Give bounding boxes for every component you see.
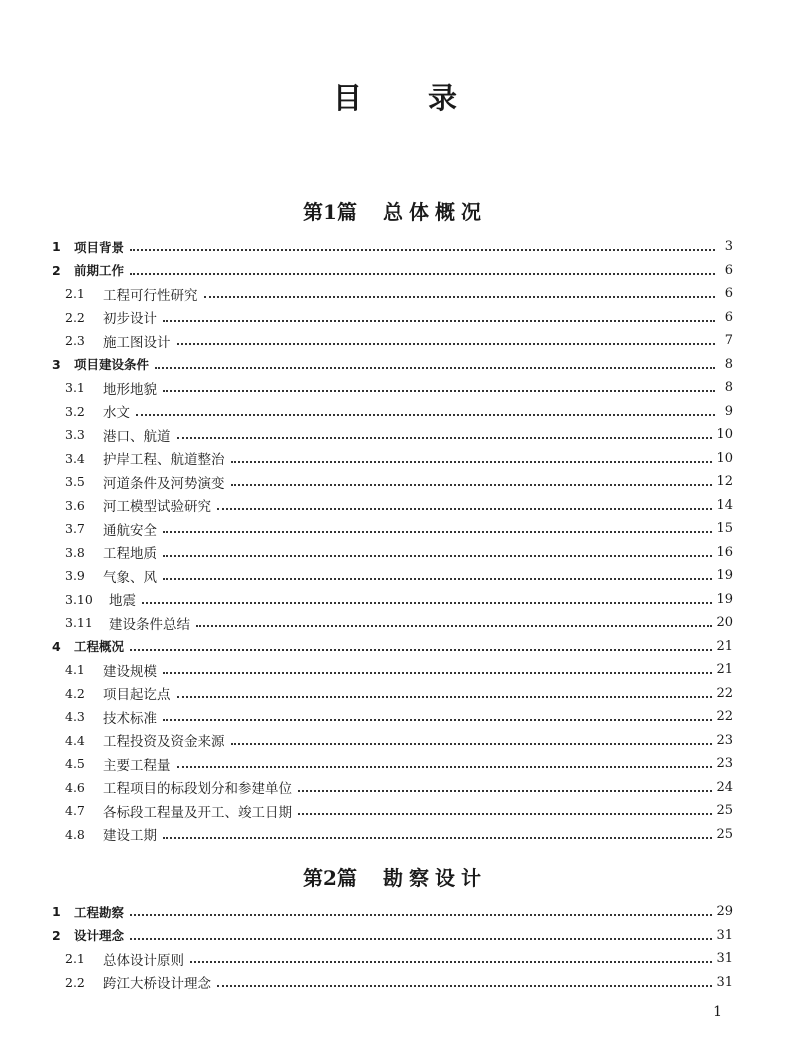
toc-entry[interactable] [52, 259, 733, 283]
toc-entry[interactable] [52, 447, 733, 471]
toc-entry-title: 项目背景 [74, 239, 125, 255]
toc-entry-number: 2 [52, 262, 61, 278]
toc-leader-dots [130, 259, 715, 275]
toc-entry-number: 3 [52, 356, 61, 372]
toc-entry-number: 1 [52, 904, 61, 920]
toc-leader-dots [196, 611, 712, 627]
toc-entry-title: 前期工作 [74, 263, 125, 279]
toc-entry-page: 3 [724, 239, 733, 255]
toc-entry-title: 项目起讫点 [103, 687, 171, 704]
toc-leader-dots [163, 564, 712, 580]
toc-entry-page: 31 [716, 951, 733, 967]
toc-leader-dots [163, 306, 715, 322]
toc-leader-dots [130, 635, 712, 651]
toc-entry[interactable] [52, 329, 733, 353]
toc-entry-page: 22 [716, 685, 733, 701]
toc-leader-dots [163, 541, 712, 557]
toc-leader-dots [217, 494, 712, 510]
toc-entry-title: 地形地貌 [103, 381, 157, 398]
toc-entry-title: 工程地质 [103, 546, 157, 563]
toc-entry[interactable] [52, 376, 733, 400]
toc-entry-number: 3.2 [65, 403, 85, 419]
toc-entry[interactable] [52, 588, 733, 612]
toc-entry-number: 3.10 [65, 591, 93, 607]
toc-entry-number: 4.4 [65, 732, 85, 748]
toc-leader-dots [190, 947, 712, 963]
toc-entry[interactable] [52, 823, 733, 847]
toc-entry-page: 23 [716, 732, 733, 748]
toc-entry-number: 4.2 [65, 685, 85, 701]
toc-entry-number: 4 [52, 638, 61, 654]
toc-entry-title: 建设规模 [103, 663, 157, 680]
toc-entry-title: 工程可行性研究 [103, 287, 198, 304]
toc-entry-page: 8 [724, 380, 733, 396]
toc-entry[interactable] [52, 353, 733, 377]
toc-entry-number: 2.1 [65, 951, 85, 967]
toc-entry-page: 23 [716, 756, 733, 772]
toc-entry-title: 施工图设计 [103, 334, 171, 351]
toc-entry-page: 6 [724, 286, 733, 302]
toc-leader-dots [177, 682, 713, 698]
toc-entry[interactable] [52, 682, 733, 706]
toc-entry-page: 24 [716, 779, 733, 795]
toc-entry-title: 河工模型试验研究 [103, 499, 211, 516]
toc-entry-title: 项目建设条件 [74, 357, 150, 373]
toc-entry-title: 建设工期 [103, 828, 157, 845]
toc-leader-dots [231, 447, 713, 463]
toc-entry-page: 31 [716, 927, 733, 943]
page-title-left: 目 [332, 81, 362, 115]
toc-entry-page: 19 [716, 591, 733, 607]
toc-leader-dots [231, 729, 713, 745]
toc-entry-title: 主要工程量 [103, 757, 171, 774]
toc-entry-page: 20 [716, 615, 733, 631]
part-name: 勘察设计 [382, 866, 487, 890]
toc-leader-dots [298, 799, 712, 815]
toc-entry-number: 2.2 [65, 309, 85, 325]
toc-entry-number: 3.4 [65, 450, 85, 466]
toc-leader-dots [177, 752, 713, 768]
toc-entry-title: 初步设计 [103, 311, 157, 328]
toc-entry[interactable] [52, 282, 733, 306]
toc-entry-number: 3.9 [65, 568, 85, 584]
toc-entry-page: 12 [716, 474, 733, 490]
part-label: 第1篇 [303, 200, 357, 224]
toc-entry[interactable] [52, 729, 733, 753]
toc-entry-page: 19 [716, 568, 733, 584]
toc-entry-page: 29 [716, 904, 733, 920]
toc-entry[interactable] [52, 947, 733, 971]
toc-entry-page: 21 [716, 638, 733, 654]
toc-entry[interactable] [52, 752, 733, 776]
toc-leader-dots [163, 658, 712, 674]
toc-entry-number: 4.7 [65, 803, 85, 819]
toc-entry[interactable] [52, 494, 733, 518]
toc-entry[interactable] [52, 799, 733, 823]
toc-entry[interactable] [52, 470, 733, 494]
toc-entry[interactable] [52, 776, 733, 800]
toc-entry-page: 14 [716, 497, 733, 513]
toc-entry-number: 3.5 [65, 474, 85, 490]
toc-entry-page: 22 [716, 709, 733, 725]
toc-entry-title: 地震 [109, 593, 136, 610]
page-title [0, 76, 790, 117]
toc-leader-dots [130, 900, 712, 916]
toc-entry-page: 21 [716, 662, 733, 678]
toc-entry-number: 3.7 [65, 521, 85, 537]
toc-entry-title: 各标段工程量及开工、竣工日期 [103, 804, 292, 821]
toc-entry-title: 工程概况 [74, 639, 125, 655]
toc-leader-dots [136, 400, 715, 416]
toc-entry[interactable] [52, 564, 733, 588]
toc-entry-page: 16 [716, 544, 733, 560]
toc-entry-title: 工程投资及资金来源 [103, 734, 225, 751]
toc-entry-number: 3.11 [65, 615, 93, 631]
part-heading-1 [0, 196, 790, 225]
toc-entry-number: 2 [52, 927, 61, 943]
toc-entry[interactable] [52, 900, 733, 924]
toc-entry-title: 跨江大桥设计理念 [103, 976, 211, 993]
toc-entry-page: 25 [716, 803, 733, 819]
toc-leader-dots [155, 353, 715, 369]
toc-leader-dots [231, 470, 713, 486]
toc-entry-title: 工程勘察 [74, 904, 125, 920]
toc-entry-number: 2.1 [65, 286, 85, 302]
toc-leader-dots [163, 823, 712, 839]
toc-entry-title: 河道条件及河势演变 [103, 475, 225, 492]
toc-entry-page: 7 [724, 333, 733, 349]
toc-leader-dots [130, 235, 715, 251]
toc-leader-dots [204, 282, 716, 298]
toc-entry-number: 3.1 [65, 380, 85, 396]
toc-entry-number: 2.3 [65, 333, 85, 349]
toc-entry[interactable] [52, 306, 733, 330]
toc-leader-dots [177, 329, 716, 345]
toc-entry-number: 4.8 [65, 826, 85, 842]
toc-entry-number: 4.1 [65, 662, 85, 678]
toc-leader-dots [130, 924, 712, 940]
toc-entry-page: 6 [724, 309, 733, 325]
toc-entry[interactable] [52, 517, 733, 541]
toc-leader-dots [163, 705, 712, 721]
toc-entry-title: 通航安全 [103, 522, 157, 539]
toc-entry-number: 3.3 [65, 427, 85, 443]
toc-entry-title: 技术标准 [103, 710, 157, 727]
part-heading-2 [0, 862, 790, 891]
toc-entry-title: 总体设计原则 [103, 952, 184, 969]
toc-entry-title: 设计理念 [74, 928, 125, 944]
toc-entry[interactable] [52, 924, 733, 948]
toc-entry-number: 3.6 [65, 497, 85, 513]
page-number: 1 [713, 1004, 722, 1020]
toc-list-part-2 [52, 900, 733, 994]
toc-entry[interactable] [52, 611, 733, 635]
toc-entry-page: 15 [716, 521, 733, 537]
toc-entry-title: 水文 [103, 405, 130, 422]
toc-entry-number: 4.5 [65, 756, 85, 772]
toc-leader-dots [142, 588, 712, 604]
toc-entry-title: 港口、航道 [103, 428, 171, 445]
toc-entry[interactable] [52, 658, 733, 682]
toc-entry-title: 工程项目的标段划分和参建单位 [103, 781, 292, 798]
toc-entry[interactable] [52, 235, 733, 259]
toc-entry-number: 3.8 [65, 544, 85, 560]
toc-entry-number: 1 [52, 239, 61, 255]
toc-entry-page: 10 [716, 427, 733, 443]
toc-entry-page: 6 [724, 262, 733, 278]
toc-leader-dots [177, 423, 713, 439]
toc-entry-page: 31 [716, 974, 733, 990]
toc-entry[interactable] [52, 635, 733, 659]
toc-entry[interactable] [52, 423, 733, 447]
toc-leader-dots [163, 517, 712, 533]
toc-entry[interactable] [52, 541, 733, 565]
toc-leader-dots [217, 971, 712, 987]
toc-leader-dots [163, 376, 715, 392]
toc-entry-page: 10 [716, 450, 733, 466]
page-title-right: 录 [428, 81, 458, 115]
toc-entry-page: 25 [716, 826, 733, 842]
toc-leader-dots [298, 776, 712, 792]
toc-entry[interactable] [52, 400, 733, 424]
toc-entry[interactable] [52, 971, 733, 995]
toc-list-part-1 [52, 235, 733, 846]
toc-entry[interactable] [52, 705, 733, 729]
toc-entry-title: 护岸工程、航道整治 [103, 452, 225, 469]
toc-entry-title: 气象、风 [103, 569, 157, 586]
toc-entry-page: 9 [724, 403, 733, 419]
toc-entry-title: 建设条件总结 [109, 616, 190, 633]
toc-entry-number: 2.2 [65, 974, 85, 990]
toc-entry-number: 4.6 [65, 779, 85, 795]
toc-entry-number: 4.3 [65, 709, 85, 725]
part-label: 第2篇 [303, 866, 357, 890]
part-name: 总体概况 [382, 200, 487, 224]
toc-entry-page: 8 [724, 356, 733, 372]
